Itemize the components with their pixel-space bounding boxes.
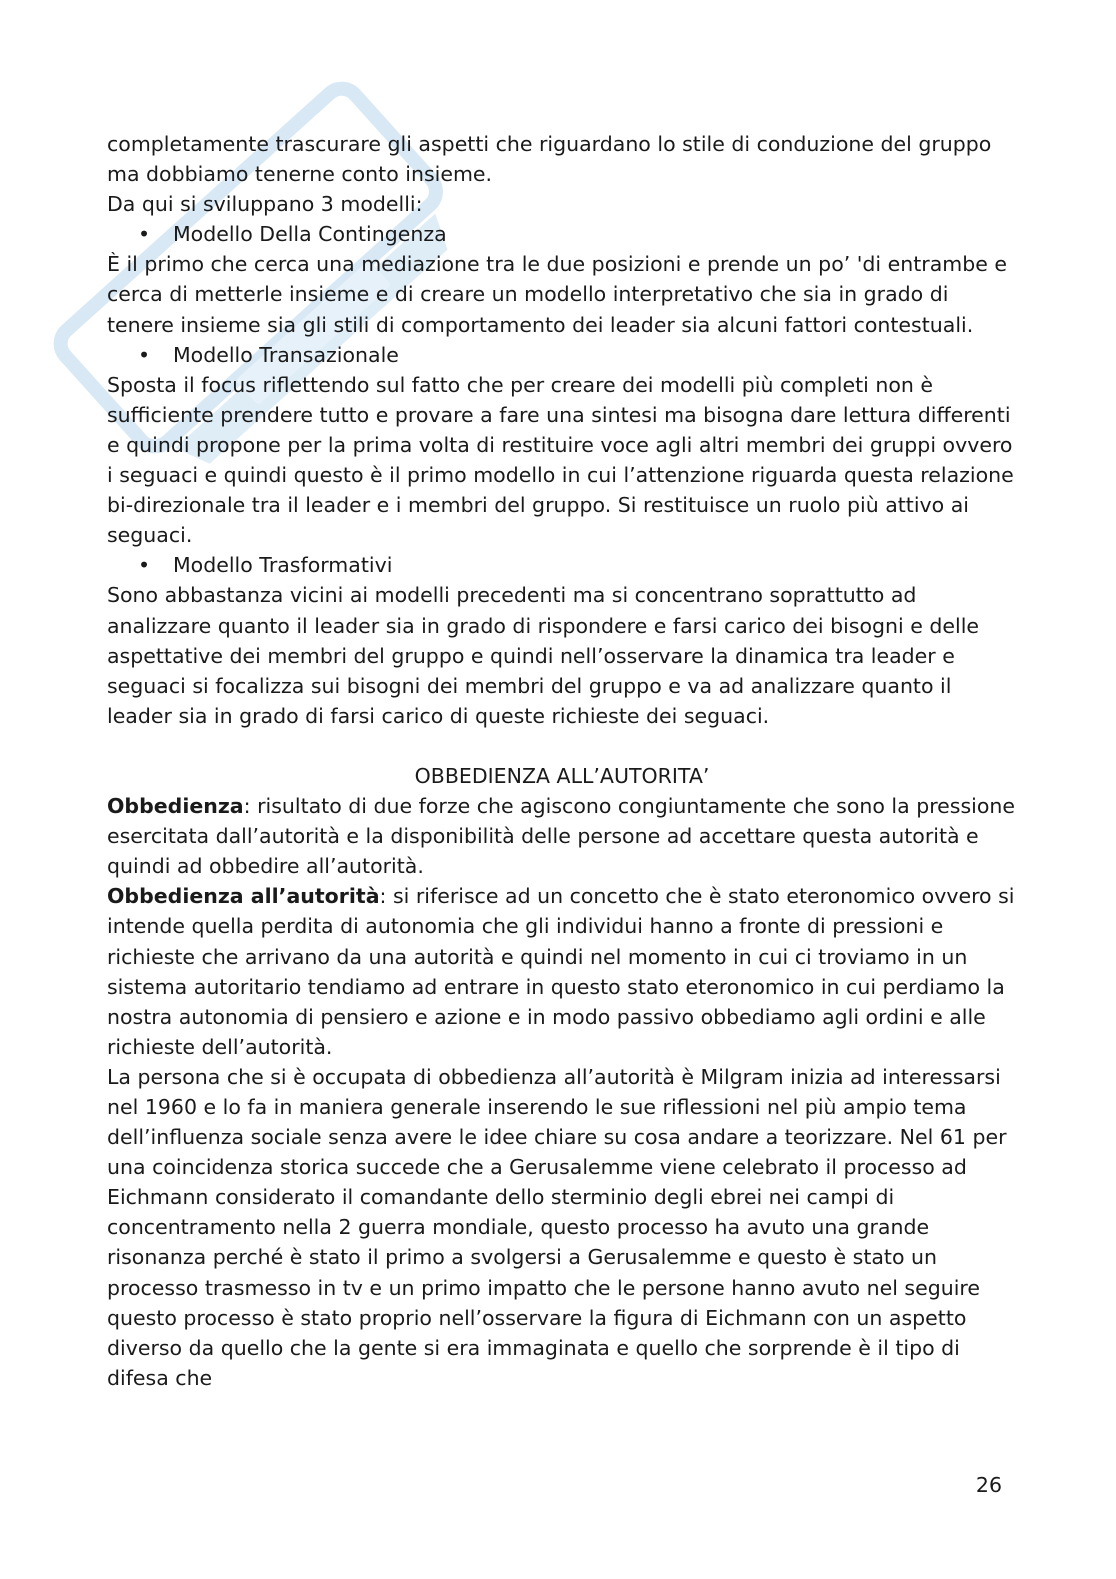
paragraph-transazionale: Sposta il focus riflettendo sul fatto che per creare dei modelli più completi non è sufficiente prendere tutto e provare a fare una sintesi ma bisogna dare lettura differenti e quindi propone per la prima volta di restituire voce agli altri membri dei gruppi ovvero i seguaci e quindi questo è il primo modello in cui l’attenzione riguarda questa relazione bi-direzionale tra il leader e i membri del gruppo. Si restituisce un ruolo più attivo ai seguaci. xyxy=(107,372,1014,548)
definition-term: Obbedienza xyxy=(107,794,244,819)
page-number: 26 xyxy=(975,1473,1002,1497)
section-heading: OBBEDIENZA ALL’AUTORITA’ xyxy=(414,763,710,788)
bullet-label: Modello Trasformativi xyxy=(173,553,393,578)
paragraph-models-intro: Da qui si sviluppano 3 modelli: xyxy=(107,192,423,217)
definition-obbedienza xyxy=(107,791,1017,881)
bullet-label: Modello Transazionale xyxy=(173,342,399,367)
definition-obbedienza-autorita xyxy=(107,881,1017,1062)
paragraph-contingenza: È il primo che cerca una mediazione tra le due posizioni e prende un po’ 'di entrambe e cerca di metterle insieme e di creare un modello interpretativo che sia in grado di tenere insieme sia gli stili di comportamento dei leader sia alcuni fattori contestuali. xyxy=(107,252,1007,337)
document-body xyxy=(107,129,1017,1393)
definition-term: Obbedienza all’autorità xyxy=(107,884,380,909)
bullet-item-trasformativi xyxy=(107,550,1017,580)
paragraph-trasformativi: Sono abbastanza vicini ai modelli precedenti ma si concentrano soprattutto ad analizzare quanto il leader sia in grado di rispondere e farsi carico dei bisogni e delle aspettative dei membri del gruppo e quindi nell’osservare la dinamica tra leader e seguaci si focalizza sui bisogni dei membri del gruppo e va ad analizzare quanto il leader sia in grado di farsi carico di queste richieste dei seguaci. xyxy=(107,583,980,728)
bullet-label: Modello Della Contingenza xyxy=(173,222,447,247)
bullet-item-transazionale xyxy=(107,340,1017,370)
bullet-icon: • xyxy=(138,553,151,578)
paragraph-intro: completamente trascurare gli aspetti che riguardano lo stile di conduzione del gruppo ma dobbiamo tenerne conto insieme. xyxy=(107,132,992,187)
definition-text: : si riferisce ad un concetto che è stato eteronomico ovvero si intende quella perdita di autonomia che gli individui hanno a fronte di pressioni e richieste che arrivano da una autorità e quindi nel momento in cui ci troviamo in un sistema autoritario tendiamo ad entrare in questo stato eteronomico in cui perdiamo la nostra autonomia di pensiero e azione e in modo passivo obbediamo agli ordini e alle richieste dell’autorità. xyxy=(107,884,1015,1059)
bullet-item-contingenza xyxy=(107,219,1017,249)
paragraph-milgram: La persona che si è occupata di obbedienza all’autorità è Milgram inizia ad interessarsi nel 1960 e lo fa in maniera generale inserendo le sue riflessioni nel più ampio tema dell’influenza sociale senza avere le idee chiare su cosa andare a teorizzare. Nel 61 per una coincidenza storica succede che a Gerusalemme viene celebrato il processo ad Eichmann considerato il comandante dello sterminio degli ebrei nei campi di concentramento nella 2 guerra mondiale, questo processo ha avuto una grande risonanza perché è stato il primo a svolgersi a Gerusalemme e questo è stato un processo trasmesso in tv e un primo impatto che le persone hanno avuto nel seguire questo processo è stato proprio nell’osservare la figura di Eichmann con un aspetto diverso da quello che la gente si era immaginata e quello che sorprende è il tipo di difesa che xyxy=(107,1064,1007,1390)
bullet-icon: • xyxy=(138,342,151,367)
definition-text: : risultato di due forze che agiscono congiuntamente che sono la pressione esercitata dall’autorità e la disponibilità delle persone ad accettare questa autorità e quindi ad obbedire all’autorità. xyxy=(107,794,1015,879)
bullet-icon: • xyxy=(138,222,151,247)
